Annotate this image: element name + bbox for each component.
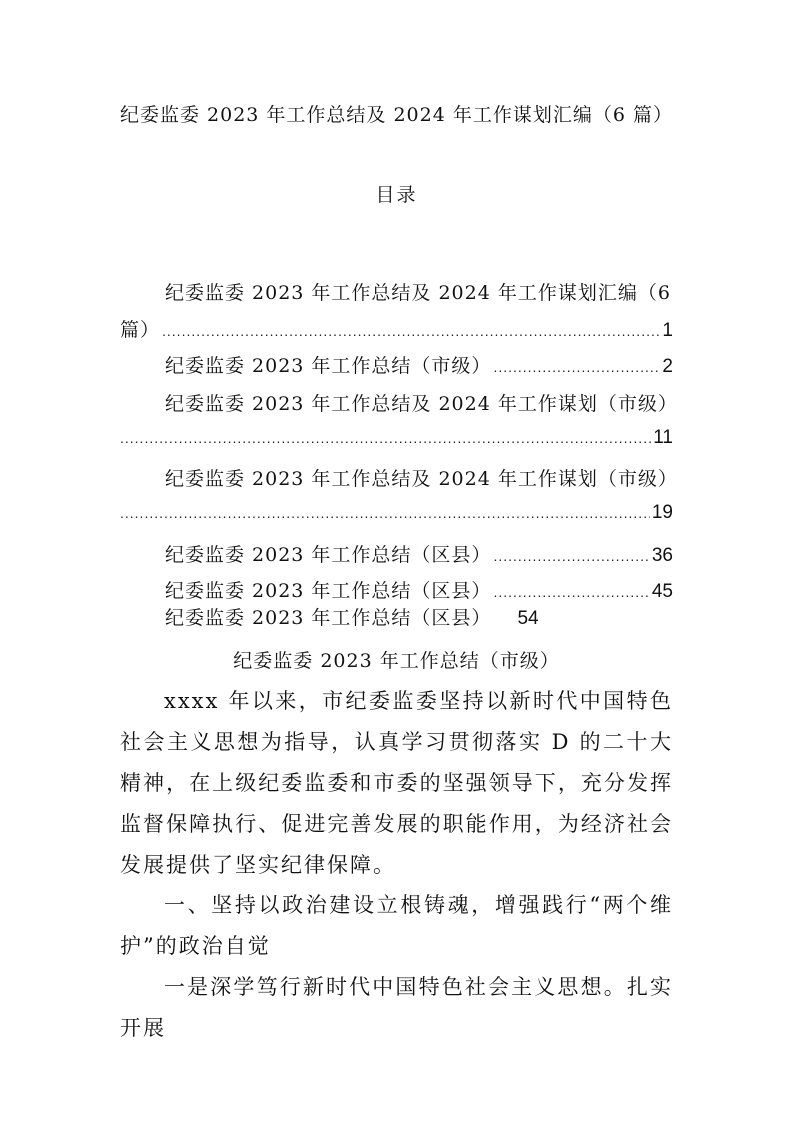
body-paragraph-3: 一是深学笃行新时代中国特色社会主义思想。扎实开展 [120,975,673,1040]
toc-page-number: 54 [517,608,539,629]
toc-entry-7[interactable] [165,603,539,630]
toc-leader [493,584,649,600]
toc-entry-3-line1[interactable]: 纪委监委 2023 年工作总结及 2024 年工作谋划（市级） [165,393,678,415]
toc-leader [162,323,660,339]
toc-entry-1-line2: 篇） [120,319,161,341]
toc-entry-5[interactable] [165,540,673,567]
toc-entry-text: 纪委监委 2023 年工作总结（区县） [165,607,492,629]
toc-page-number: 36 [651,545,673,566]
toc-leader [493,548,649,564]
toc-leader [120,430,651,446]
toc-entry-1[interactable] [120,315,673,342]
body-paragraph-2: 一、坚持以政治建设立根铸魂，增强践行“两个维护”的政治自觉 [120,893,673,958]
toc-entry-1-line1[interactable]: 纪委监委 2023 年工作总结及 2024 年工作谋划汇编（6 [165,282,671,304]
toc-entry-text: 纪委监委 2023 年工作总结（区县） [165,580,492,602]
toc-entry-6[interactable] [165,576,673,603]
toc-leader [120,505,650,521]
toc-page-number: 2 [662,356,673,377]
toc-entry-4[interactable] [120,502,673,524]
toc-page-number: 11 [653,427,673,448]
toc-heading: 目录 [375,184,418,206]
toc-entry-2[interactable] [165,351,673,378]
toc-entry-text: 纪委监委 2023 年工作总结（区县） [165,544,492,566]
toc-entry-text: 纪委监委 2023 年工作总结（市级） [165,355,492,377]
document-title: 纪委监委 2023 年工作总结及 2024 年工作谋划汇编（6 篇） [120,104,673,126]
toc-leader [493,359,660,375]
body-paragraph-1: xxxx 年以来，市纪委监委坚持以新时代中国特色社会主义思想为指导，认真学习贯彻落实 D 的二十大精神，在上级纪委监委和市委的坚强领导下，充分发挥监督保障执行、促进完善发展的职能作用，为经济社会发展提供了坚实纪律保障。 [120,689,673,877]
toc-entry-4-line1[interactable]: 纪委监委 2023 年工作总结及 2024 年工作谋划（市级） [165,468,678,490]
section-heading: 纪委监委 2023 年工作总结（市级） [233,650,560,672]
toc-entry-3[interactable] [120,427,673,449]
toc-page-number: 1 [662,320,673,341]
toc-page-number: 19 [651,502,673,523]
toc-page-number: 45 [651,581,673,602]
